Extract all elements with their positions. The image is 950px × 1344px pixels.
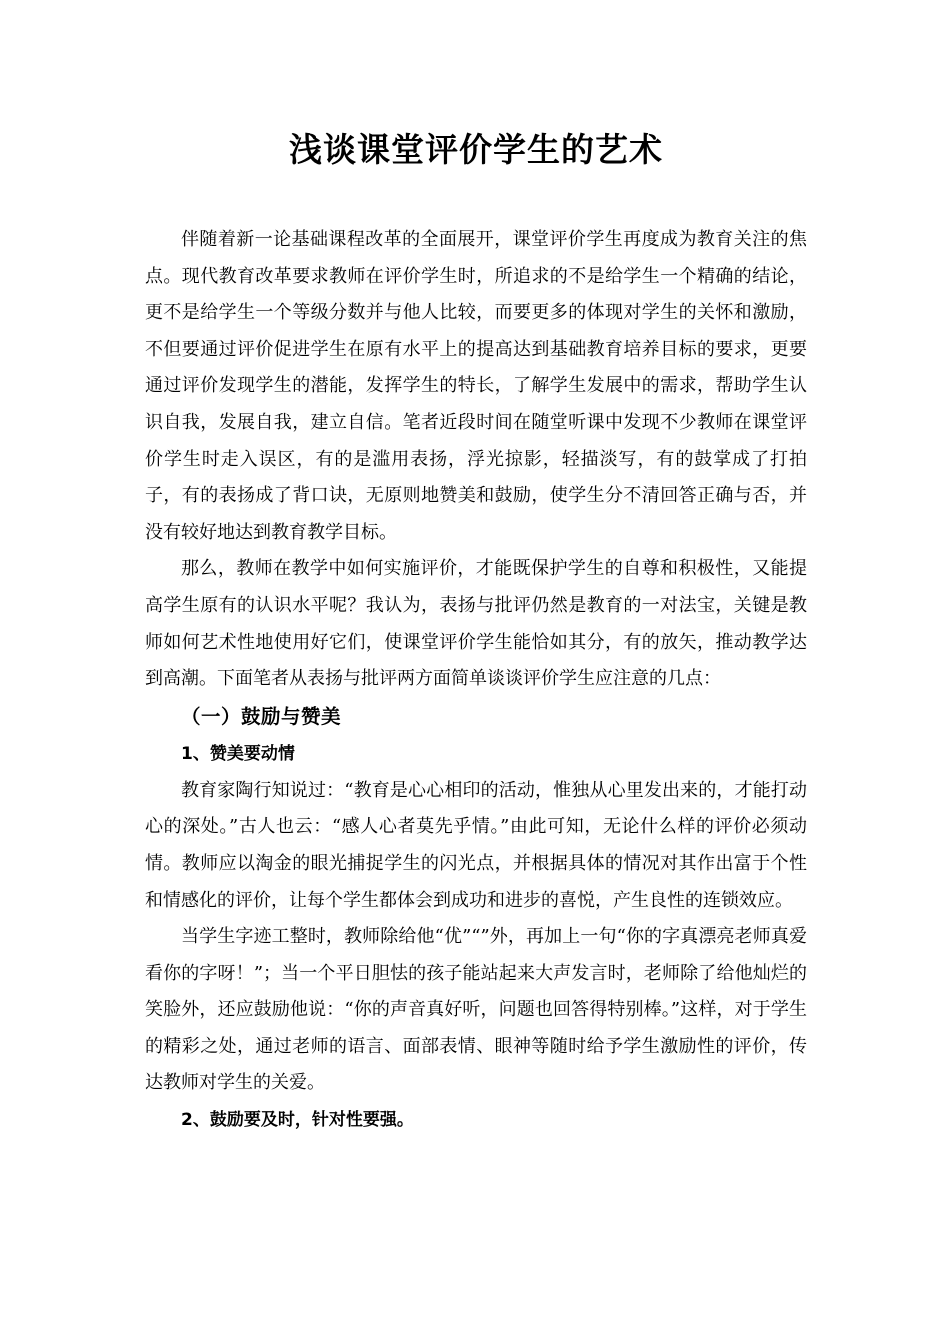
- praise-paragraph-2: 当学生字迹工整时，教师除给他“优”“”外，再加上一句“你的字真漂亮老师真爱看你的字呀！”；当一个平日胆怯的孩子能站起来大声发言时，老师除了给他灿烂的笑脸外，还应鼓励他说：“你的声音真好听，问题也回答得特别棒。”这样，对于学生的精彩之处，通过老师的语言、面部表情、眼神等随时给予学生激励性的评价，传达教师对学生的关爱。: [145, 926, 807, 1094]
- intro-paragraph-1: 伴随着新一论基础课程改革的全面展开，课堂评价学生再度成为教育关注的焦点。现代教育改革要求教师在评价学生时，所追求的不是给学生一个精确的结论，更不是给学生一个等级分数并与他人比较，而要更多的体现对学生的关怀和激励，不但要通过评价促进学生在原有水平上的提高达到基础教育培养目标的要求，更要通过评价发现学生的潜能，发挥学生的特长，了解学生发展中的需求，帮助学生认识自我，发展自我，建立自信。笔者近段时间在随堂听课中发现不少教师在课堂评价学生时走入误区，有的是滥用表扬，浮光掠影，轻描淡写，有的鼓掌成了打拍子，有的表扬成了背口诀，无原则地赞美和鼓励，使学生分不清回答正确与否，并没有较好地达到教育教学目标。: [145, 229, 807, 543]
- intro-paragraph-2: 那么，教师在教学中如何实施评价，才能既保护学生的自尊和积极性，又能提高学生原有的认识水平呢？我认为，表扬与批评仍然是教育的一对法宝，关键是教师如何艺术性地使用好它们，使课堂评价学生能恰如其分，有的放矢，推动教学达到高潮。下面笔者从表扬与批评两方面简单谈谈评价学生应注意的几点：: [145, 558, 807, 690]
- subsection-heading-timely-encouragement: 2、鼓励要及时，针对性要强。: [181, 1110, 414, 1131]
- section-heading-encouragement: （一）鼓励与赞美: [181, 704, 342, 728]
- praise-paragraph-1: 教育家陶行知说过：“教育是心心相印的活动，惟独从心里发出来的，才能打动心的深处。”古人也云：“感人心者莫先乎情。”由此可知，无论什么样的评价必须动情。教师应以淘金的眼光捕捉学生的闪光点，并根据具体的情况对其作出富于个性和情感化的评价，让每个学生都体会到成功和进步的喜悦，产生良性的连锁效应。: [145, 779, 807, 911]
- subsection-heading-praise: 1、赞美要动情: [181, 743, 295, 764]
- document-title: 浅谈课堂评价学生的艺术: [289, 130, 663, 169]
- document-body: [145, 222, 807, 1139]
